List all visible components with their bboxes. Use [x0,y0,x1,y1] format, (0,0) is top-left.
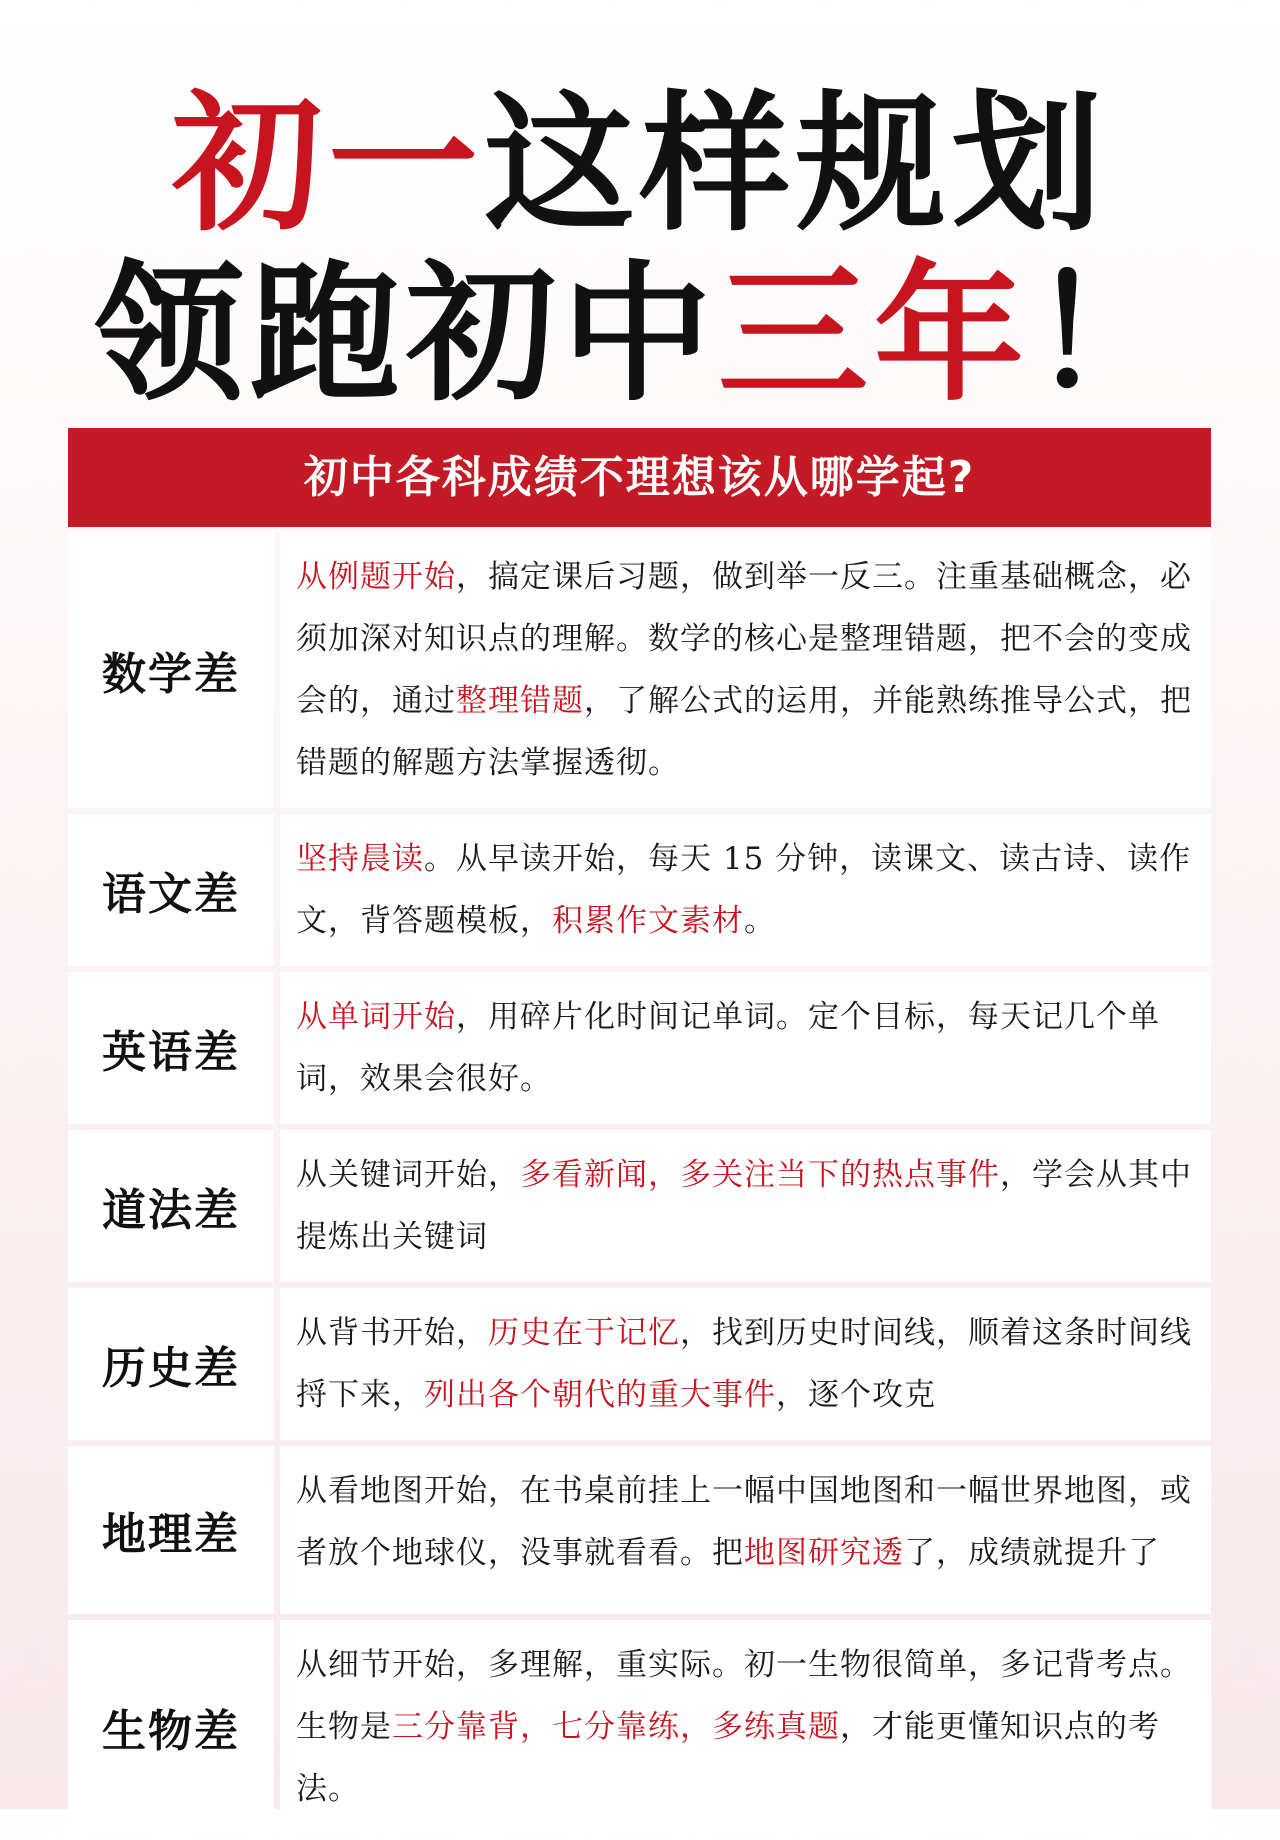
subject-label: 语文差 [68,814,274,966]
subject-advice [280,1620,1211,1834]
question-banner: 初中各科成绩不理想该从哪学起? [68,428,1211,527]
subject-label: 生物差 [68,1620,274,1834]
highlighted-advice-text: 三分靠背，七分靠练，多练真题 [392,1709,840,1745]
highlighted-advice-text: 多看新闻，多关注当下的热点事件 [520,1157,1000,1193]
advice-text: 从背书开始， [296,1315,488,1351]
subject-label: 历史差 [68,1288,274,1440]
highlighted-advice-text: 从单词开始 [296,999,456,1035]
subject-label: 英语差 [68,972,274,1124]
subject-advice [280,532,1211,808]
advice-text: 从关键词开始， [296,1157,520,1193]
advice-text: 。 [744,903,776,939]
advice-text: 了，成绩就提升了 [904,1535,1160,1571]
title-highlight-grade: 初一 [171,78,484,252]
subject-row [68,1288,1211,1440]
advice-text: 从细节开始，多理解，重实际。初一生物很简单，多记背考点。生物是 [296,1647,1192,1745]
main-title-line-2 [0,250,1280,420]
subject-advice [280,814,1211,966]
advice-text: ，找到历史时间线，顺着这条时间线捋下来， [296,1315,1192,1413]
highlighted-advice-text: 地图研究透 [744,1535,904,1571]
subject-row [68,1446,1211,1614]
subject-label: 地理差 [68,1446,274,1614]
subject-advice-table [68,532,1211,1840]
main-title-line-1 [0,80,1280,250]
advice-text: ，搞定课后习题，做到举一反三。注重基础概念，必须加深对知识点的理解。数学的核心是整理错题，把不会的变成会的，通过 [296,559,1192,719]
highlighted-advice-text: 积累作文素材 [552,903,744,939]
advice-text: 。从早读开始，每天 15 分钟，读课文、读古诗、读作文，背答题模板， [296,841,1192,939]
advice-text: 从看地图开始，在书桌前挂上一幅中国地图和一幅世界地图，或者放个地球仪，没事就看看。把 [296,1473,1192,1571]
advice-text: ，逐个攻克 [776,1377,936,1413]
highlighted-advice-text: 从例题开始 [296,559,456,595]
subject-row [68,1620,1211,1834]
advice-text: ，才能更懂知识点的考法。 [296,1709,1160,1807]
subject-row [68,532,1211,808]
subject-row [68,1130,1211,1282]
advice-text: ，学会从其中提炼出关键词 [296,1157,1192,1255]
highlighted-advice-text: 坚持晨读 [296,841,424,877]
subject-advice [280,1446,1211,1614]
highlighted-advice-text: 列出各个朝代的重大事件 [424,1377,776,1413]
title-plan-text: 这样规划 [484,78,1109,252]
subject-advice [280,1130,1211,1282]
title-highlight-years: 三年 [717,248,1030,422]
subject-row [68,814,1211,966]
subject-row [68,972,1211,1124]
subject-advice [280,1288,1211,1440]
highlighted-advice-text: 整理错题 [456,683,584,719]
highlighted-advice-text: 历史在于记忆 [488,1315,680,1351]
title-exclamation: ！ [1030,248,1187,422]
advice-text: ，用碎片化时间记单词。定个目标，每天记几个单词，效果会很好。 [296,999,1160,1097]
title-lead-text: 领跑初中 [93,248,718,422]
advice-text: ，了解公式的运用，并能熟练推导公式，把错题的解题方法掌握透彻。 [296,683,1192,781]
subject-advice [280,972,1211,1124]
subject-label: 道法差 [68,1130,274,1282]
subject-label: 数学差 [68,532,274,808]
